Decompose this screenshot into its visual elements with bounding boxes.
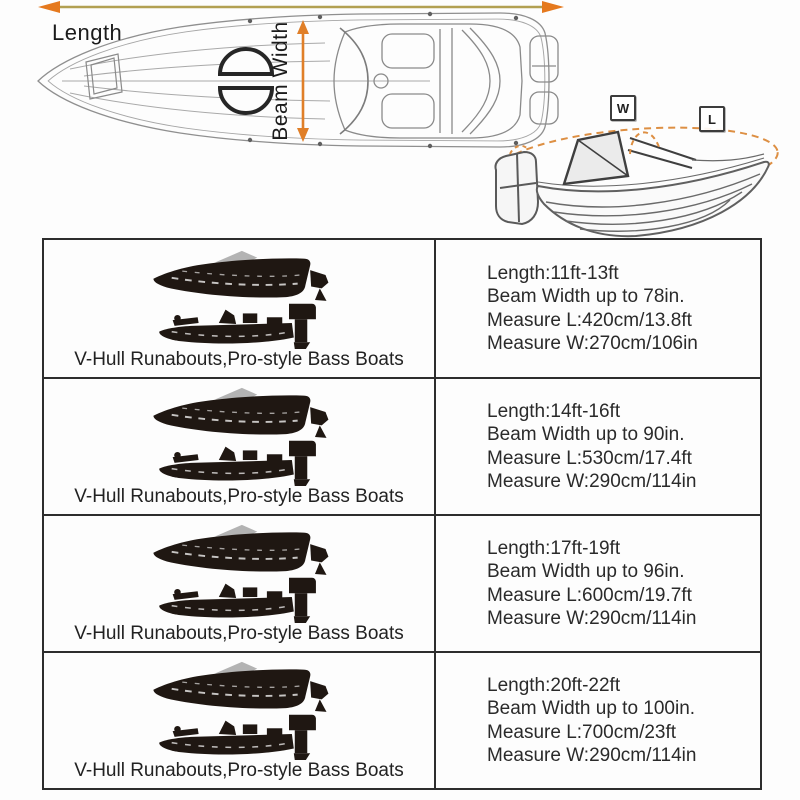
size-specs-cell — [434, 379, 760, 514]
spec-measure-l: Measure L:700cm/23ft — [487, 721, 677, 743]
boat-types-caption: V-Hull Runabouts,Pro-style Bass Boats — [74, 760, 404, 781]
spec-length: Length:17ft-19ft — [487, 537, 621, 559]
covered-boat-drawing — [480, 90, 800, 238]
outboard-motor — [495, 152, 538, 224]
spec-measure-w: Measure W:290cm/114in — [487, 745, 697, 766]
spec-beam: Beam Width up to 100in. — [487, 698, 696, 719]
length-label: Length — [52, 20, 123, 45]
spec-measure-l: Measure L:420cm/13.8ft — [487, 309, 692, 331]
spec-beam: Beam Width up to 96in. — [487, 561, 685, 582]
beam-width-label: Beam Width — [269, 21, 292, 141]
boat-types-cell — [44, 516, 434, 651]
boat-types-cell — [44, 379, 434, 514]
spec-measure-l: Measure L:530cm/17.4ft — [487, 447, 692, 469]
cover-length-tag: L — [699, 106, 725, 132]
cover-width-tag: W — [610, 95, 636, 121]
boat-types-cell — [44, 653, 434, 788]
size-row-3 — [44, 514, 760, 651]
spec-length: Length:14ft-16ft — [487, 400, 621, 422]
boat-types-caption: V-Hull Runabouts,Pro-style Bass Boats — [74, 486, 404, 507]
boat-types-cell — [44, 240, 434, 377]
spec-measure-l: Measure L:600cm/19.7ft — [487, 584, 692, 606]
boat-types-caption: V-Hull Runabouts,Pro-style Bass Boats — [74, 623, 404, 644]
boat-silhouettes — [44, 660, 434, 760]
size-specs-cell — [434, 653, 760, 788]
size-specs-cell — [434, 240, 760, 377]
spec-length: Length:11ft-13ft — [487, 262, 619, 284]
spec-measure-w: Measure W:270cm/106in — [487, 333, 698, 354]
length-arrow — [38, 1, 564, 13]
boat-silhouettes — [44, 523, 434, 623]
spec-length: Length:20ft-22ft — [487, 674, 621, 696]
spec-measure-w: Measure W:290cm/114in — [487, 608, 697, 629]
spec-beam: Beam Width up to 78in. — [487, 286, 685, 307]
size-row-4 — [44, 651, 760, 788]
boat-silhouettes — [44, 386, 434, 486]
size-row-2 — [44, 377, 760, 514]
size-specs-cell — [434, 516, 760, 651]
boat-silhouettes — [44, 249, 434, 349]
size-row-1 — [44, 240, 760, 377]
spec-beam: Beam Width up to 90in. — [487, 424, 685, 445]
size-table — [42, 238, 762, 790]
spec-measure-w: Measure W:290cm/114in — [487, 471, 697, 492]
boat-types-caption: V-Hull Runabouts,Pro-style Bass Boats — [74, 349, 404, 370]
